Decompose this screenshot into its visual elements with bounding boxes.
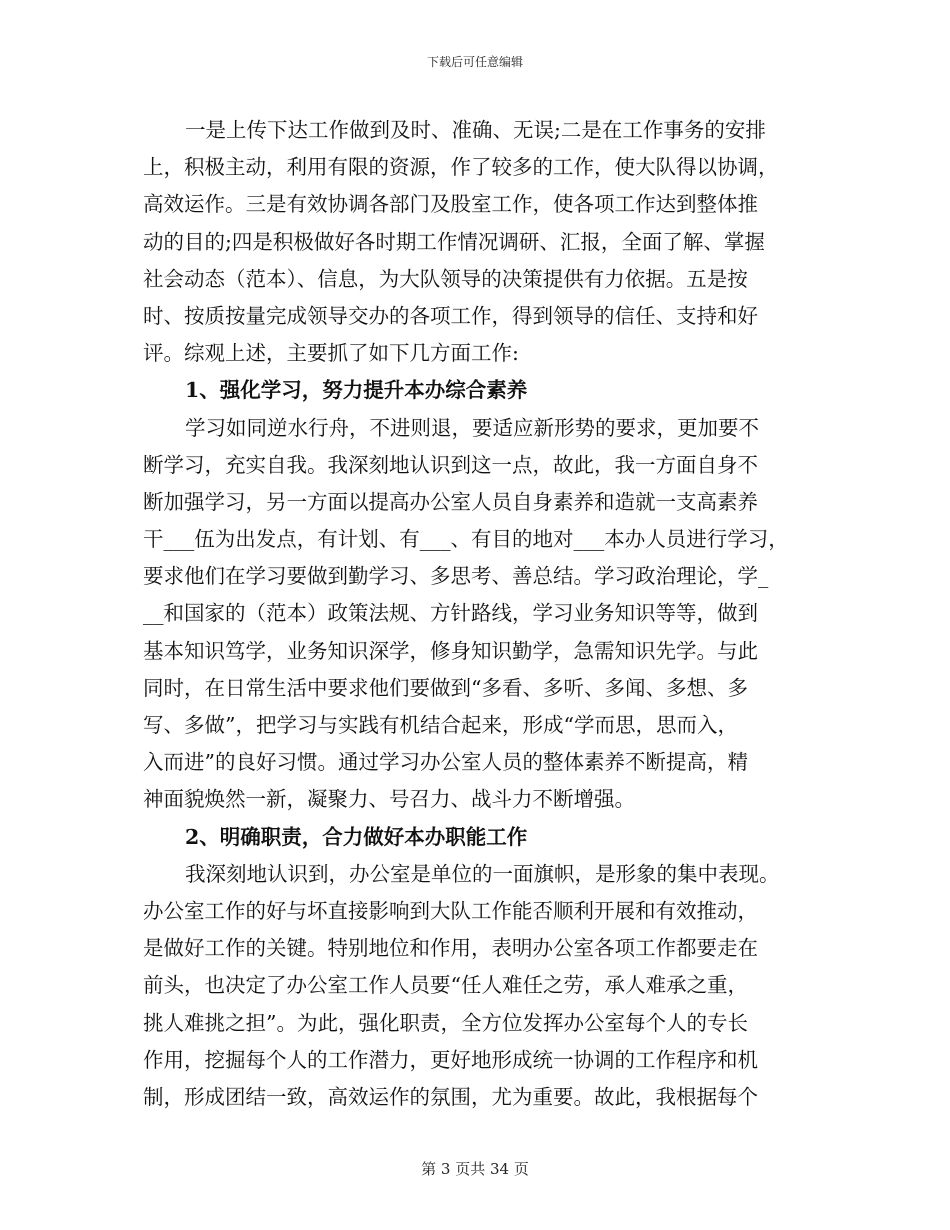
body-line: 高效运作。三是有效协调各部门及股室工作，使各项工作达到整体推 [143, 192, 758, 217]
body-line: 断学习，充实自我。我深刻地认识到这一点，故此，我一方面自身不 [143, 452, 758, 477]
body-line: __和国家的（范本）政策法规、方针路线，学习业务知识等等，做到 [143, 601, 758, 626]
body-line: 断加强学习，另一方面以提高办公室人员自身素养和造就一支高素养 [143, 489, 758, 514]
body-line: 入而进”的良好习惯。通过学习办公室人员的整体素养不断提高，精 [143, 750, 748, 775]
body-line: 挑人难挑之担”。为此，强化职责，全方位发挥办公室每个人的专长 [143, 1010, 748, 1035]
section-heading: 2、明确职责，合力做好本办职能工作 [185, 824, 528, 849]
body-line: 写、多做”，把学习与实践有机结合起来，形成“学而思，思而入， [143, 713, 738, 737]
body-line: 动的目的;四是积极做好各时期工作情况调研、汇报，全面了解、掌握 [143, 229, 765, 254]
body-line: 上，积极主动，利用有限的资源，作了较多的工作，使大队得以协调， [143, 155, 779, 180]
body-line: 社会动态（范本）、信息，为大队领导的决策提供有力依据。五是按 [143, 266, 748, 291]
body-line: 时、按质按量完成领导交办的各项工作，得到领导的信任、支持和好 [143, 303, 758, 328]
section-heading: 1、强化学习，努力提升本办综合素养 [185, 378, 528, 403]
body-line: 我深刻地认识到，办公室是单位的一面旗帜，是形象的集中表现。 [185, 861, 780, 886]
page-footer: 第 3 页共 34 页 [421, 1160, 529, 1178]
body-line: 干___伍为出发点，有计划、有___、有目的地对___本办人员进行学习， [143, 527, 789, 552]
body-line: 办公室工作的好与坏直接影响到大队工作能否顺利开展和有效推动， [143, 898, 758, 923]
body-line: 要求他们在学习要做到勤学习、多思考、善总结。学习政治理论，学_ [143, 564, 769, 589]
body-line: 前头，也决定了办公室工作人员要“任人难任之劳，承人难承之重， [143, 973, 748, 998]
body-line: 同时，在日常生活中要求他们要做到“多看、多听、多闻、多想、多 [143, 675, 748, 700]
body-line: 作用，挖掘每个人的工作潜力，更好地形成统一协调的工作程序和机 [143, 1047, 758, 1072]
body-line: 一是上传下达工作做到及时、准确、无误;二是在工作事务的安排 [185, 118, 766, 142]
page-header: 下载后可任意编辑 [426, 55, 523, 69]
body-line: 学习如同逆水行舟，不进则退，要适应新形势的要求，更加要不 [185, 415, 759, 440]
document-body [143, 112, 811, 1116]
body-line: 神面貌焕然一新，凝聚力、号召力、战斗力不断增强。 [143, 787, 635, 812]
body-line: 制，形成团结一致，高效运作的氛围，尤为重要。故此，我根据每个 [143, 1084, 758, 1109]
body-line: 是做好工作的关键。特别地位和作用，表明办公室各项工作都要走在 [143, 936, 758, 961]
body-line: 基本知识笃学，业务知识深学，修身知识勤学，急需知识先学。与此 [143, 638, 758, 663]
body-line: 评。综观上述，主要抓了如下几方面工作: [143, 341, 519, 366]
